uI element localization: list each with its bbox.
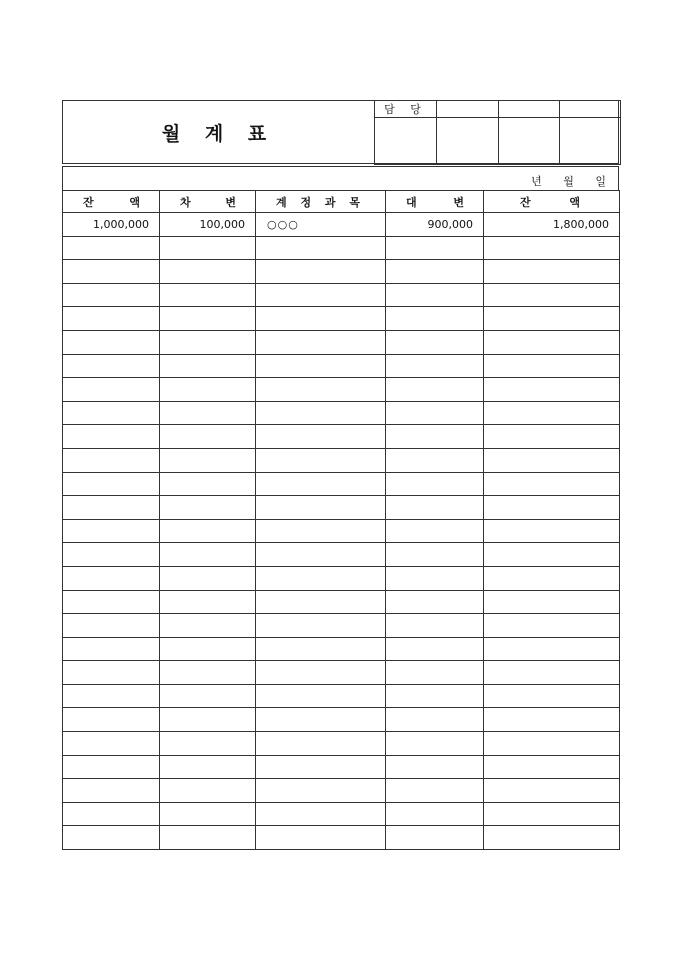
debit-cell[interactable]: [160, 425, 256, 449]
balance-after-cell[interactable]: [484, 637, 620, 661]
balance-before-cell[interactable]: [63, 661, 160, 685]
debit-cell[interactable]: [160, 236, 256, 260]
balance-after-cell[interactable]: [484, 826, 620, 850]
balance-after-cell[interactable]: [484, 519, 620, 543]
table-row: [63, 307, 620, 331]
balance-after-cell[interactable]: [484, 330, 620, 354]
credit-cell[interactable]: [386, 779, 484, 803]
header-balance-after: 잔 액: [484, 191, 620, 213]
date-day-label: 일: [595, 175, 606, 188]
account-cell[interactable]: [256, 614, 386, 638]
account-cell[interactable]: [256, 425, 386, 449]
account-cell[interactable]: [256, 283, 386, 307]
account-cell[interactable]: [256, 307, 386, 331]
debit-cell[interactable]: [160, 566, 256, 590]
balance-before-cell[interactable]: [63, 732, 160, 756]
credit-cell[interactable]: [386, 566, 484, 590]
debit-cell[interactable]: [160, 755, 256, 779]
debit-cell[interactable]: [160, 614, 256, 638]
header-block: [62, 100, 619, 164]
balance-before-cell[interactable]: [63, 684, 160, 708]
balance-after-cell[interactable]: [484, 236, 620, 260]
debit-cell[interactable]: [160, 661, 256, 685]
header-account: 계 정 과 목: [256, 191, 386, 213]
signature-cell[interactable]: [375, 118, 437, 165]
balance-after-cell[interactable]: [484, 661, 620, 685]
account-cell[interactable]: [256, 496, 386, 520]
balance-before-cell[interactable]: [63, 590, 160, 614]
monthly-summary-sheet: [62, 100, 619, 850]
balance-before-cell[interactable]: [63, 378, 160, 402]
credit-cell[interactable]: [386, 826, 484, 850]
balance-before-cell[interactable]: [63, 614, 160, 638]
balance-before-cell[interactable]: [63, 307, 160, 331]
account-cell[interactable]: [256, 472, 386, 496]
credit-cell[interactable]: [386, 330, 484, 354]
credit-cell[interactable]: [386, 732, 484, 756]
debit-cell[interactable]: [160, 330, 256, 354]
table-row: [63, 755, 620, 779]
balance-before-cell[interactable]: [63, 519, 160, 543]
debit-cell[interactable]: [160, 519, 256, 543]
date-line: [513, 173, 606, 189]
balance-before-cell[interactable]: [63, 779, 160, 803]
balance-after-cell[interactable]: [484, 472, 620, 496]
table-row: [63, 684, 620, 708]
credit-cell[interactable]: [386, 543, 484, 567]
debit-cell[interactable]: [160, 779, 256, 803]
credit-cell[interactable]: [386, 802, 484, 826]
credit-cell[interactable]: [386, 260, 484, 284]
account-cell[interactable]: [256, 543, 386, 567]
balance-before-cell[interactable]: [63, 566, 160, 590]
balance-before-cell[interactable]: [63, 826, 160, 850]
account-cell[interactable]: [256, 566, 386, 590]
credit-cell[interactable]: [386, 684, 484, 708]
table-row: [63, 732, 620, 756]
account-cell[interactable]: [256, 732, 386, 756]
credit-cell[interactable]: [386, 354, 484, 378]
balance-after-cell[interactable]: [484, 496, 620, 520]
balance-before-cell[interactable]: [63, 236, 160, 260]
header-debit: 차 변: [160, 191, 256, 213]
account-cell[interactable]: [256, 378, 386, 402]
balance-after-cell[interactable]: [484, 802, 620, 826]
debit-cell[interactable]: [160, 684, 256, 708]
balance-before-cell[interactable]: [63, 802, 160, 826]
credit-cell[interactable]: [386, 755, 484, 779]
balance-after-cell[interactable]: [484, 566, 620, 590]
table-row: [63, 519, 620, 543]
credit-cell[interactable]: [386, 401, 484, 425]
debit-cell[interactable]: [160, 260, 256, 284]
balance-before-cell[interactable]: [63, 283, 160, 307]
debit-cell[interactable]: [160, 802, 256, 826]
debit-cell[interactable]: [160, 708, 256, 732]
balance-after-cell[interactable]: [484, 755, 620, 779]
table-row: [63, 354, 620, 378]
credit-cell[interactable]: [386, 448, 484, 472]
balance-before-cell[interactable]: [63, 354, 160, 378]
table-row: [63, 472, 620, 496]
document-title: 월 계 표: [161, 122, 276, 145]
balance-after-cell[interactable]: 1,800,000: [484, 213, 620, 237]
table-row: [63, 213, 620, 237]
date-year-label: 년: [531, 175, 542, 188]
table-row: [63, 802, 620, 826]
table-row: [63, 566, 620, 590]
credit-cell[interactable]: [386, 378, 484, 402]
account-cell[interactable]: [256, 708, 386, 732]
balance-after-cell[interactable]: [484, 260, 620, 284]
account-cell[interactable]: [256, 236, 386, 260]
credit-cell[interactable]: [386, 637, 484, 661]
table-row: [63, 425, 620, 449]
balance-before-cell[interactable]: [63, 637, 160, 661]
debit-cell[interactable]: [160, 283, 256, 307]
table-row: [63, 779, 620, 803]
balance-before-cell[interactable]: [63, 330, 160, 354]
account-cell[interactable]: [256, 755, 386, 779]
account-cell[interactable]: [256, 260, 386, 284]
credit-cell[interactable]: 900,000: [386, 213, 484, 237]
credit-cell[interactable]: [386, 307, 484, 331]
credit-cell[interactable]: [386, 519, 484, 543]
table-row: [63, 448, 620, 472]
table-row: [63, 260, 620, 284]
balance-after-cell[interactable]: [484, 590, 620, 614]
debit-cell[interactable]: [160, 826, 256, 850]
signature-cell[interactable]: [499, 118, 560, 165]
balance-before-cell[interactable]: [63, 496, 160, 520]
balance-before-cell[interactable]: 1,000,000: [63, 213, 160, 237]
account-cell[interactable]: [256, 330, 386, 354]
balance-before-cell[interactable]: [63, 260, 160, 284]
balance-after-cell[interactable]: [484, 283, 620, 307]
header-credit: 대 변: [386, 191, 484, 213]
account-cell[interactable]: [256, 684, 386, 708]
balance-before-cell[interactable]: [63, 708, 160, 732]
balance-after-cell[interactable]: [484, 708, 620, 732]
credit-cell[interactable]: [386, 425, 484, 449]
balance-after-cell[interactable]: [484, 448, 620, 472]
balance-after-cell[interactable]: [484, 401, 620, 425]
balance-before-cell[interactable]: [63, 543, 160, 567]
approval-box: [374, 100, 621, 165]
table-row: [63, 590, 620, 614]
account-cell[interactable]: ○○○: [256, 213, 386, 237]
approval-label-charge: 담 당: [375, 101, 437, 118]
credit-cell[interactable]: [386, 496, 484, 520]
account-cell[interactable]: [256, 802, 386, 826]
table-row: [63, 283, 620, 307]
balance-after-cell[interactable]: [484, 779, 620, 803]
account-cell[interactable]: [256, 661, 386, 685]
balance-before-cell[interactable]: [63, 448, 160, 472]
debit-cell[interactable]: [160, 637, 256, 661]
account-cell[interactable]: [256, 637, 386, 661]
debit-cell[interactable]: [160, 732, 256, 756]
balance-after-cell[interactable]: [484, 684, 620, 708]
table-row: [63, 661, 620, 685]
credit-cell[interactable]: [386, 614, 484, 638]
balance-after-cell[interactable]: [484, 354, 620, 378]
approval-label-cell: [499, 101, 560, 118]
approval-label-cell: [437, 101, 499, 118]
table-row: [63, 543, 620, 567]
debit-cell[interactable]: [160, 448, 256, 472]
signature-cell[interactable]: [560, 118, 621, 165]
account-cell[interactable]: [256, 779, 386, 803]
account-cell[interactable]: [256, 590, 386, 614]
table-row: [63, 614, 620, 638]
date-band: [62, 166, 619, 190]
balance-after-cell[interactable]: [484, 614, 620, 638]
credit-cell[interactable]: [386, 283, 484, 307]
balance-before-cell[interactable]: [63, 425, 160, 449]
date-month-label: 월: [563, 175, 574, 188]
table-row: [63, 236, 620, 260]
balance-after-cell[interactable]: [484, 543, 620, 567]
table-row: [63, 496, 620, 520]
table-row: [63, 378, 620, 402]
debit-cell[interactable]: [160, 354, 256, 378]
account-cell[interactable]: [256, 354, 386, 378]
balance-before-cell[interactable]: [63, 401, 160, 425]
balance-before-cell[interactable]: [63, 472, 160, 496]
balance-after-cell[interactable]: [484, 425, 620, 449]
debit-cell[interactable]: [160, 472, 256, 496]
account-cell[interactable]: [256, 448, 386, 472]
header-balance-before: 잔 액: [63, 191, 160, 213]
balance-after-cell[interactable]: [484, 307, 620, 331]
table-row: [63, 401, 620, 425]
credit-cell[interactable]: [386, 661, 484, 685]
account-cell[interactable]: [256, 826, 386, 850]
account-cell[interactable]: [256, 401, 386, 425]
debit-cell[interactable]: [160, 378, 256, 402]
ledger-header-row: [63, 191, 620, 213]
table-row: [63, 708, 620, 732]
approval-label-cell: [560, 101, 621, 118]
credit-cell[interactable]: [386, 236, 484, 260]
debit-cell[interactable]: [160, 543, 256, 567]
account-cell[interactable]: [256, 519, 386, 543]
debit-cell[interactable]: [160, 307, 256, 331]
credit-cell[interactable]: [386, 472, 484, 496]
table-row: [63, 826, 620, 850]
table-row: [63, 637, 620, 661]
credit-cell[interactable]: [386, 590, 484, 614]
table-row: [63, 330, 620, 354]
debit-cell[interactable]: 100,000: [160, 213, 256, 237]
balance-before-cell[interactable]: [63, 755, 160, 779]
debit-cell[interactable]: [160, 401, 256, 425]
signature-cell[interactable]: [437, 118, 499, 165]
debit-cell[interactable]: [160, 496, 256, 520]
balance-after-cell[interactable]: [484, 732, 620, 756]
credit-cell[interactable]: [386, 708, 484, 732]
balance-after-cell[interactable]: [484, 378, 620, 402]
debit-cell[interactable]: [160, 590, 256, 614]
ledger-table: [62, 190, 620, 850]
